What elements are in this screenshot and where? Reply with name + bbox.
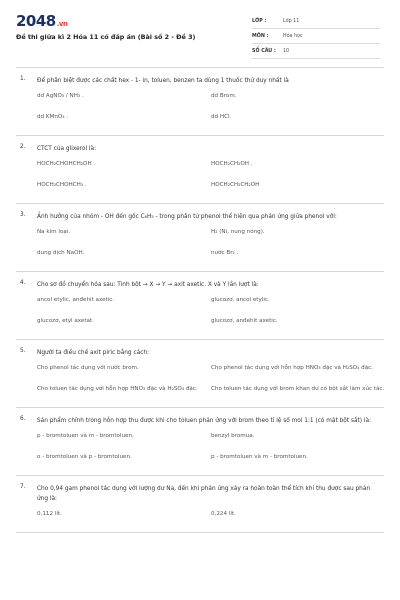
- answer-option[interactable]: glucozơ, etyl axetat.: [37, 318, 94, 325]
- answer-option[interactable]: Cho phenol tác dụng với hỗn hợp HNO₃ đặc và H₂SO₄ đặc.: [211, 365, 374, 372]
- question-1: [0, 68, 400, 135]
- question-number: 6.: [20, 416, 26, 422]
- answer-options: [20, 504, 380, 525]
- answer-option[interactable]: glucozơ, anđehit axetic.: [211, 318, 278, 325]
- meta-value: Lớp 11: [283, 18, 300, 24]
- answer-option[interactable]: HOCH₂CH₂OH .: [211, 161, 253, 168]
- question-7: [0, 476, 400, 532]
- question-header: [20, 476, 380, 504]
- question-text: Để phân biệt được các chất hex - 1- in, toluen, benzen ta dùng 1 thuốc thử duy nhất là: [37, 78, 289, 84]
- answer-option[interactable]: Na kim loại.: [37, 229, 71, 236]
- answer-option[interactable]: HOCH₂CH₂CH₂OH: [211, 182, 260, 189]
- answer-option[interactable]: Cho phenol tác dụng với nước brom.: [37, 365, 139, 372]
- question-list: [0, 68, 400, 533]
- answer-option[interactable]: o - bromtoluen và p - bromtoluen.: [37, 454, 132, 461]
- question-header: [20, 136, 380, 154]
- answer-option[interactable]: Cho toluen tác dụng với hỗn hợp HNO₃ đặc và H₂SO₄ đặc.: [37, 386, 198, 393]
- logo-suffix: .vn: [56, 20, 68, 28]
- answer-option[interactable]: HOCH₂CHOHCH₂OH .: [37, 161, 96, 168]
- question-number: 3.: [20, 212, 26, 218]
- answer-options: [20, 426, 380, 468]
- answer-option[interactable]: HOCH₂CHOHCH₃ .: [37, 182, 87, 189]
- question-text: Sản phẩm chính trong hỗn hợp thu được khi cho toluen phản ứng với brom theo tỉ lệ số mol 1:1 (có mặt bột sắt) là:: [37, 418, 372, 424]
- question-header: [20, 340, 380, 358]
- answer-option[interactable]: Cho toluen tác dụng với brom khan dư có bột sắt làm xúc tác.: [211, 386, 385, 393]
- answer-option[interactable]: p - bromtoluen và m - bromtoluen.: [37, 433, 134, 440]
- meta-row-subject: [252, 29, 380, 44]
- question-number: 2.: [20, 144, 26, 150]
- meta-value: Hóa học: [283, 33, 303, 39]
- question-header: [20, 272, 380, 290]
- answer-option[interactable]: benzyl bromua.: [211, 433, 255, 440]
- question-number: 4.: [20, 280, 26, 286]
- question-header: [20, 68, 380, 86]
- question-text: Ảnh hưởng của nhóm - OH đến gốc C₆H₅ - trong phân tử phenol thể hiện qua phản ứng giữa phenol với:: [37, 214, 337, 220]
- question-text: Cho 0,94 gam phenol tác dụng với lượng dư Na, đến khi phản ứng xảy ra hoàn toàn thể tích khí thu được sau phản ứng là:: [37, 486, 371, 502]
- question-header: [20, 204, 380, 222]
- question-header: [20, 408, 380, 426]
- answer-options: [20, 154, 380, 196]
- question-2: [0, 136, 400, 203]
- answer-options: [20, 86, 380, 128]
- answer-option[interactable]: nước Br₂ .: [211, 250, 239, 257]
- question-4: [0, 272, 400, 339]
- question-text: Người ta điều chế axit piric bằng cách:: [37, 350, 150, 356]
- answer-option[interactable]: dd HCl.: [211, 114, 232, 121]
- question-number: 7.: [20, 484, 26, 490]
- meta-label: SỐ CÂU :: [252, 48, 276, 54]
- answer-option[interactable]: glucozơ, ancol etylic.: [211, 297, 270, 304]
- answer-option[interactable]: dd Brom.: [211, 93, 237, 100]
- answer-options: [20, 222, 380, 264]
- answer-options: [20, 290, 380, 332]
- answer-option[interactable]: dd AgNO₃ / NH₃ .: [37, 93, 84, 100]
- question-text: Cho sơ đồ chuyển hóa sau: Tinh bột → X → Y → axit axetic. X và Y lần lượt là:: [37, 282, 259, 288]
- answer-option[interactable]: ancol etylic, anđehit axetic.: [37, 297, 115, 304]
- question-5: [0, 340, 400, 407]
- exam-title: Đề thi giữa kì 2 Hóa 11 có đáp án (Bài số 2 - Đề 3): [16, 33, 196, 41]
- question-number: 1.: [20, 76, 26, 82]
- meta-value: 10: [283, 48, 290, 54]
- logo-text: 2048: [16, 12, 56, 30]
- answer-option[interactable]: dd KMnO₄ .: [37, 114, 69, 121]
- answer-option[interactable]: p - bromtoluen và m - bromtoluen.: [211, 454, 308, 461]
- question-3: [0, 204, 400, 271]
- meta-row-count: [252, 44, 380, 59]
- answer-option[interactable]: dung dịch NaOH.: [37, 250, 85, 257]
- meta-label: MÔN :: [252, 33, 269, 39]
- answer-option[interactable]: 0,112 lít.: [37, 511, 62, 518]
- answer-options: [20, 358, 385, 400]
- question-number: 5.: [20, 348, 26, 354]
- answer-option[interactable]: H₂ (Ni, nung nóng).: [211, 229, 265, 236]
- meta-label: LỚP :: [252, 18, 267, 24]
- question-text: CTCT của glixerol là:: [37, 146, 97, 152]
- divider: [16, 532, 384, 533]
- exam-meta: [252, 14, 380, 59]
- meta-row-class: [252, 14, 380, 29]
- site-logo[interactable]: [16, 12, 67, 30]
- question-6: [0, 408, 400, 475]
- page-header: [0, 0, 400, 57]
- answer-option[interactable]: 0,224 lít.: [211, 511, 236, 518]
